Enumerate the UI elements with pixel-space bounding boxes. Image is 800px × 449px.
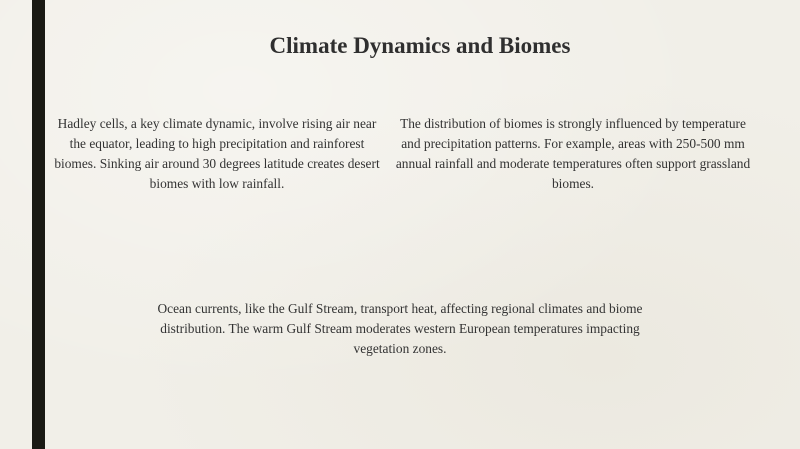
- ocean-currents-paragraph: Ocean currents, like the Gulf Stream, transport heat, affecting regional climates and biome distribution. The warm Gulf Stream moderates western European temperatures impacting vegetation zones.: [157, 301, 643, 356]
- accent-bar: [32, 0, 45, 449]
- slide-title: Climate Dynamics and Biomes: [269, 33, 571, 58]
- hadley-cells-paragraph: Hadley cells, a key climate dynamic, involve rising air near the equator, leading to high precipitation and rainforest biomes. Sinking air around 30 degrees latitude creates desert biomes with low rainfall.: [54, 116, 380, 191]
- biome-distribution-paragraph: The distribution of biomes is strongly influenced by temperature and precipitation patterns. For example, areas with 250-500 mm annual rainfall and moderate temperatures often support grassland biomes.: [395, 116, 751, 191]
